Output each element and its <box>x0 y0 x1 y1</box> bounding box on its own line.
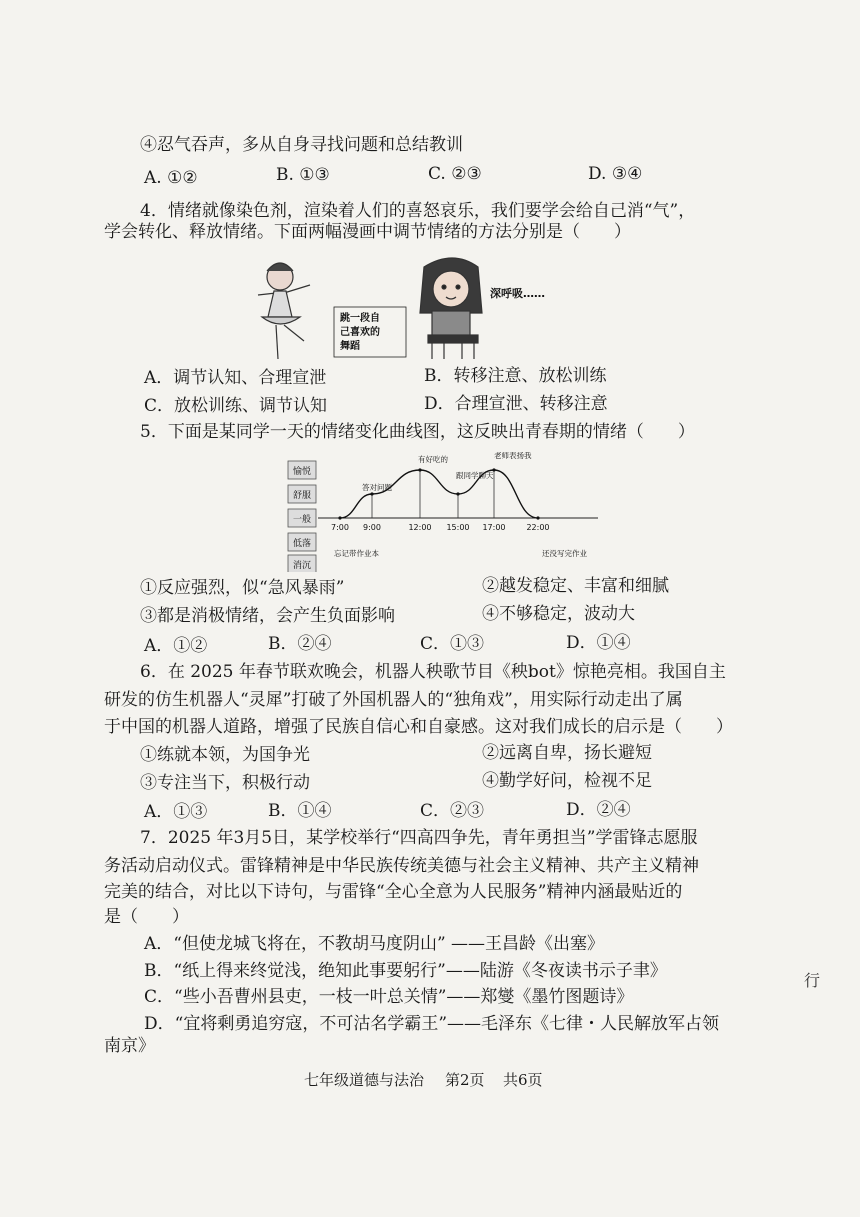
q7-option-a: A．“但使龙城飞将在，不教胡马度阴山” ——王昌龄《出塞》 <box>144 934 605 954</box>
q4-cartoons <box>248 255 588 367</box>
q6-stem-line1: 6．在 2025 年春节联欢晚会，机器人秧歌节目《秧bot》惊艳亮相。我国自主 <box>140 662 726 682</box>
q6-stem-line2: 研发的仿生机器人“灵犀”打破了外国机器人的“独角戏”，用实际行动走出了属 <box>104 690 683 710</box>
q6-option-c: C．②③ <box>420 801 485 821</box>
q5-item-1: ①反应强烈，似“急风暴雨” <box>140 578 345 598</box>
q5-option-a: A．①② <box>144 636 208 656</box>
time-tick-label: 7:00 <box>331 523 349 532</box>
q3-option-a: A. ①② <box>144 168 198 188</box>
q4-option-b: B．转移注意、放松训练 <box>424 366 607 386</box>
q6-item-3: ③专注当下，积极行动 <box>140 773 310 793</box>
q6-option-d: D．②④ <box>566 800 631 820</box>
svg-text:己喜欢的: 己喜欢的 <box>340 327 380 338</box>
level-label: 消沉 <box>292 561 312 571</box>
q3-option-b: B. ①③ <box>276 165 330 185</box>
q4-option-a: A．调节认知、合理宣泄 <box>144 368 327 388</box>
breathing-woman-illustration <box>420 258 482 359</box>
curve-annotation: 忘记带作业本 <box>334 549 379 558</box>
deep-breath-caption: 深呼吸…… <box>490 287 545 300</box>
q6-option-a: A．①③ <box>144 802 208 822</box>
footer-total: 共6页 <box>503 1071 543 1089</box>
q7-option-c: C．“些小吾曹州县吏，一枝一叶总关情”——郑燮《墨竹图题诗》 <box>144 987 634 1007</box>
q7-option-d-cont: 南京》 <box>104 1036 155 1056</box>
time-tick-label: 9:00 <box>363 523 381 532</box>
q6-item-1: ①练就本领，为国争光 <box>140 745 310 765</box>
time-tick-label: 17:00 <box>482 523 506 532</box>
q5-option-d: D．①④ <box>566 633 631 653</box>
q5-item-4: ④不够稳定，波动大 <box>482 604 635 624</box>
emotion-curve <box>340 470 538 518</box>
q6-item-2: ②远离自卑，扬长避短 <box>482 743 652 763</box>
curve-annotation: 有好吃的 <box>418 455 448 464</box>
time-tick-label: 15:00 <box>446 523 470 532</box>
dance-caption <box>334 307 406 357</box>
data-point <box>456 492 459 495</box>
footer-subject: 七年级道德与法治 <box>304 1071 425 1089</box>
q5-item-3: ③都是消极情绪，会产生负面影响 <box>140 606 395 626</box>
q6-stem-line3: 于中国的机器人道路，增强了民族自信心和自豪感。这对我们成长的启示是（ ） <box>104 717 733 737</box>
level-label: 愉悦 <box>292 467 312 477</box>
data-point <box>536 516 539 519</box>
q3-option-c: C. ②③ <box>428 164 482 184</box>
footer-page: 第2页 <box>445 1071 485 1089</box>
curve-annotation: 跟同学聊天 <box>456 471 494 480</box>
level-label: 低落 <box>292 539 312 549</box>
level-label: 舒服 <box>292 491 312 501</box>
q3-item-4: ④忍气吞声，多从自身寻找问题和总结教训 <box>140 135 463 155</box>
q5-option-c: C．①③ <box>420 634 485 654</box>
emotion-curve-chart <box>280 452 610 572</box>
data-point <box>370 492 373 495</box>
svg-text:舞蹈: 舞蹈 <box>340 341 360 352</box>
q3-option-d: D. ③④ <box>588 164 643 184</box>
level-label: 一般 <box>292 515 312 525</box>
q7-option-b: B．“纸上得来终觉浅，绝知此事要躬行”——陆游《冬夜读书示子聿》 <box>144 961 667 981</box>
side-mark: 行 <box>804 971 821 990</box>
data-point <box>418 468 421 471</box>
q4-stem-line2: 学会转化、释放情绪。下面两幅漫画中调节情绪的方法分别是（ ） <box>104 222 631 242</box>
q6-option-b: B．①④ <box>268 801 332 821</box>
q6-item-4: ④勤学好问，检视不足 <box>482 771 652 791</box>
dancing-girl-illustration <box>258 263 310 359</box>
q7-stem-line2: 务活动启动仪式。雷锋精神是中华民族传统美德与社会主义精神、共产主义精神 <box>104 856 699 876</box>
q4-option-d: D．合理宣泄、转移注意 <box>424 394 608 414</box>
q5-option-b: B．②④ <box>268 634 332 654</box>
time-tick-label: 12:00 <box>408 523 432 532</box>
curve-annotation: 老师表扬我 <box>494 452 532 460</box>
q7-stem-line1: 7．2025 年3月5日，某学校举行“四高四争先，青年勇担当”学雷锋志愿服 <box>140 828 698 848</box>
curve-annotation: 还没写完作业 <box>542 549 587 558</box>
data-point <box>338 516 341 519</box>
q7-stem-line4: 是（ ） <box>104 907 189 927</box>
time-tick-label: 22:00 <box>526 523 550 532</box>
q4-stem-line1: 4．情绪就像染色剂，渲染着人们的喜怒哀乐，我们要学会给自己消“气”， <box>140 201 696 221</box>
q5-stem: 5．下面是某同学一天的情绪变化曲线图，这反映出青春期的情绪（ ） <box>140 422 695 442</box>
q4-option-c: C．放松训练、调节认知 <box>144 396 328 416</box>
q7-stem-line3: 完美的结合，对比以下诗句，与雷锋“全心全意为人民服务”精神内涵最贴近的 <box>104 882 683 902</box>
q7-option-d: D．“宜将剩勇追穷寇，不可沽名学霸王”——毛泽东《七律・人民解放军占领 <box>144 1014 720 1034</box>
q5-item-2: ②越发稳定、丰富和细腻 <box>482 576 669 596</box>
curve-annotation: 答对问题 <box>362 483 392 492</box>
svg-text:跳一段自: 跳一段自 <box>340 313 380 324</box>
